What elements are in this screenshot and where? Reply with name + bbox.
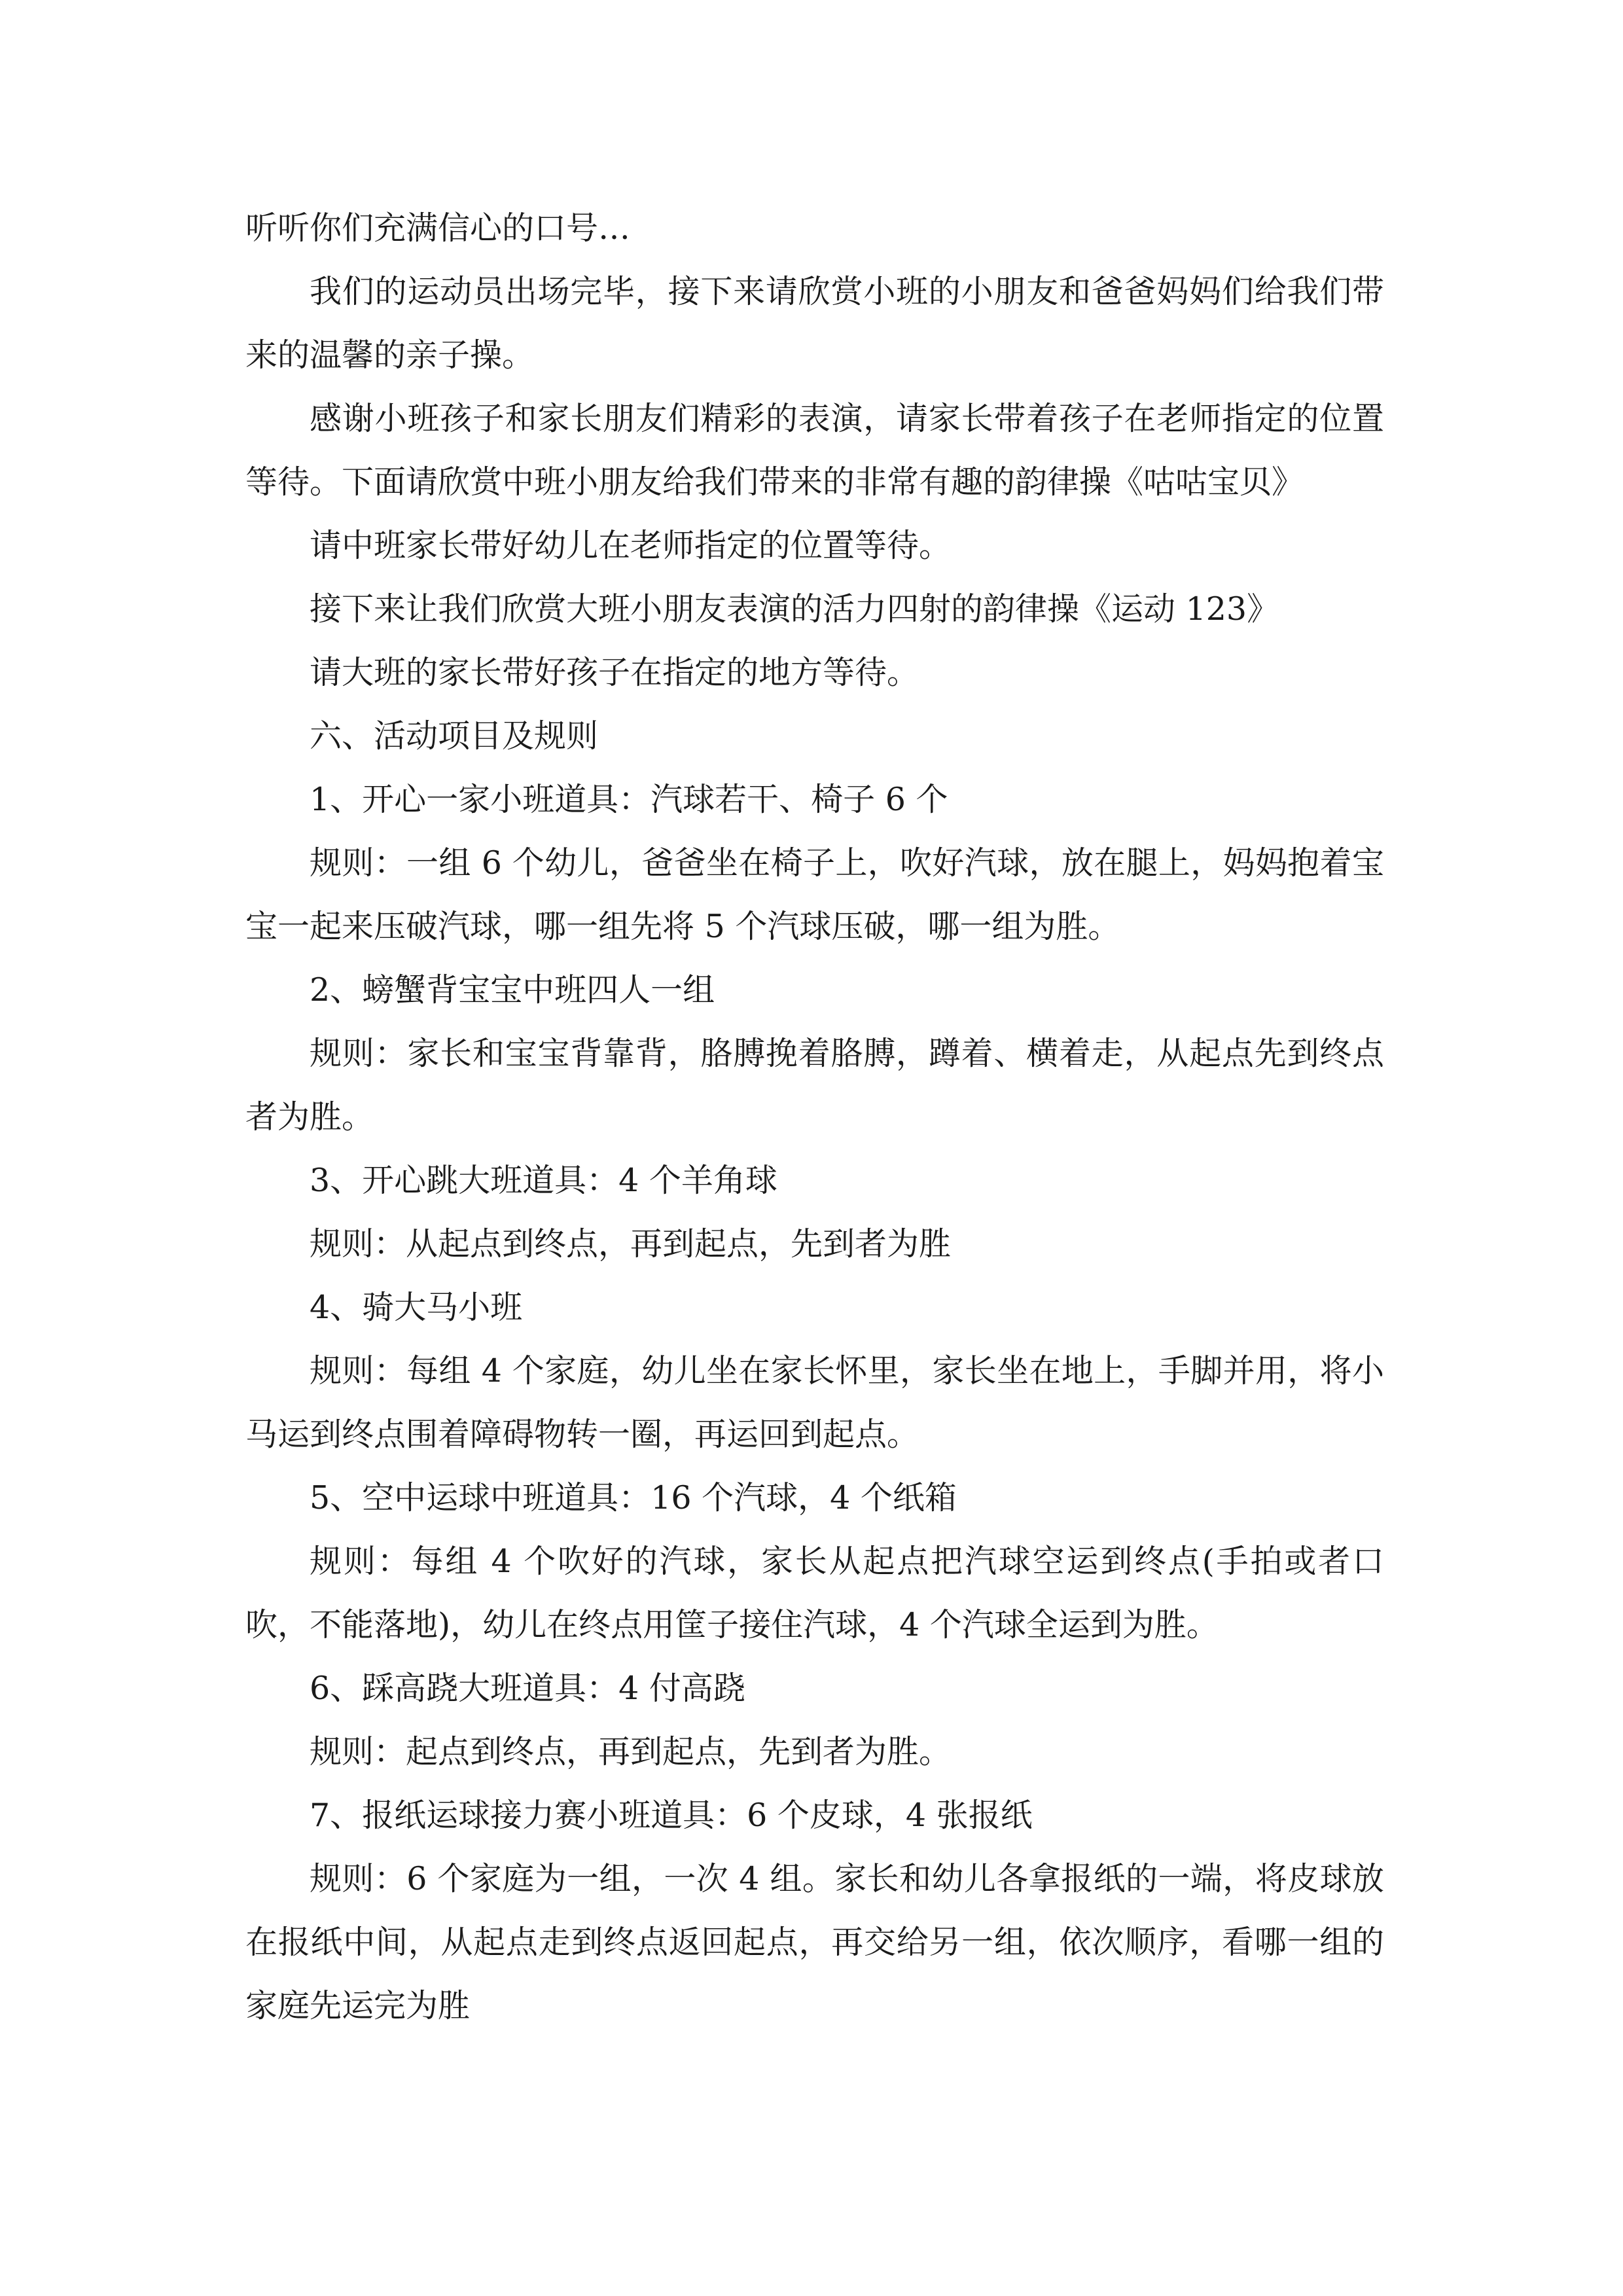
paragraph-senior-class-rhythm: 接下来让我们欣赏大班小朋友表演的活力四射的韵律操《运动 123》 (310, 590, 1279, 628)
paragraph-senior-class-wait: 请大班的家长带好孩子在指定的地方等待。 (310, 654, 919, 691)
activity-1-title: 1、开心一家小班道具：汽球若干、椅子 6 个 (310, 781, 948, 818)
activity-5-title: 5、空中运球中班道具：16 个汽球，4 个纸箱 (310, 1479, 957, 1516)
activity-3-title: 3、开心跳大班道具：4 个羊角球 (310, 1162, 777, 1199)
activity-6-rules: 规则：起点到终点，再到起点，先到者为胜。 (310, 1733, 952, 1770)
activity-7-title: 7、报纸运球接力赛小班道具：6 个皮球，4 张报纸 (310, 1797, 1033, 1834)
activity-4-title: 4、骑大马小班 (310, 1289, 523, 1326)
activity-2-rules: 规则：家长和宝宝背靠背，胳膊挽着胳膊，蹲着、横着走，从起点先到终点者为胜。 (245, 1035, 1384, 1136)
activity-7-rules: 规则：6 个家庭为一组，一次 4 组。家长和幼儿各拿报纸的一端，将皮球放在报纸中间，从起点走到终点返回起点，再交给另一组，依次顺序，看哪一组的家庭先运完为胜 (245, 1860, 1384, 2024)
activity-3-rules: 规则：从起点到终点，再到起点，先到者为胜 (310, 1225, 952, 1263)
document-body (245, 196, 1384, 2037)
activity-2-title: 2、螃蟹背宝宝中班四人一组 (310, 971, 715, 1009)
activity-6-title: 6、踩高跷大班道具：4 付高跷 (310, 1670, 745, 1707)
paragraph-slogan: 听听你们充满信心的口号… (245, 209, 631, 247)
activity-1-rules: 规则：一组 6 个幼儿，爸爸坐在椅子上，吹好汽球，放在腿上，妈妈抱着宝宝一起来压破汽球，哪一组先将 5 个汽球压破，哪一组为胜。 (245, 844, 1384, 945)
section-heading-activities: 六、活动项目及规则 (310, 717, 599, 755)
activity-5-rules: 规则：每组 4 个吹好的汽球，家长从起点把汽球空运到终点(手拍或者口吹，不能落地)，幼儿在终点用筐子接住汽球，4 个汽球全运到为胜。 (245, 1543, 1384, 1643)
paragraph-middle-class-rhythm: 感谢小班孩子和家长朋友们精彩的表演，请家长带着孩子在老师指定的位置等待。下面请欣赏中班小朋友给我们带来的非常有趣的韵律操《咕咕宝贝》 (245, 400, 1384, 501)
activity-4-rules: 规则：每组 4 个家庭，幼儿坐在家长怀里，家长坐在地上，手脚并用，将小马运到终点围着障碍物转一圈，再运回到起点。 (245, 1352, 1384, 1453)
paragraph-middle-class-wait: 请中班家长带好幼儿在老师指定的位置等待。 (310, 527, 952, 564)
paragraph-parent-child-exercise: 我们的运动员出场完毕，接下来请欣赏小班的小朋友和爸爸妈妈们给我们带来的温馨的亲子操。 (245, 273, 1384, 374)
